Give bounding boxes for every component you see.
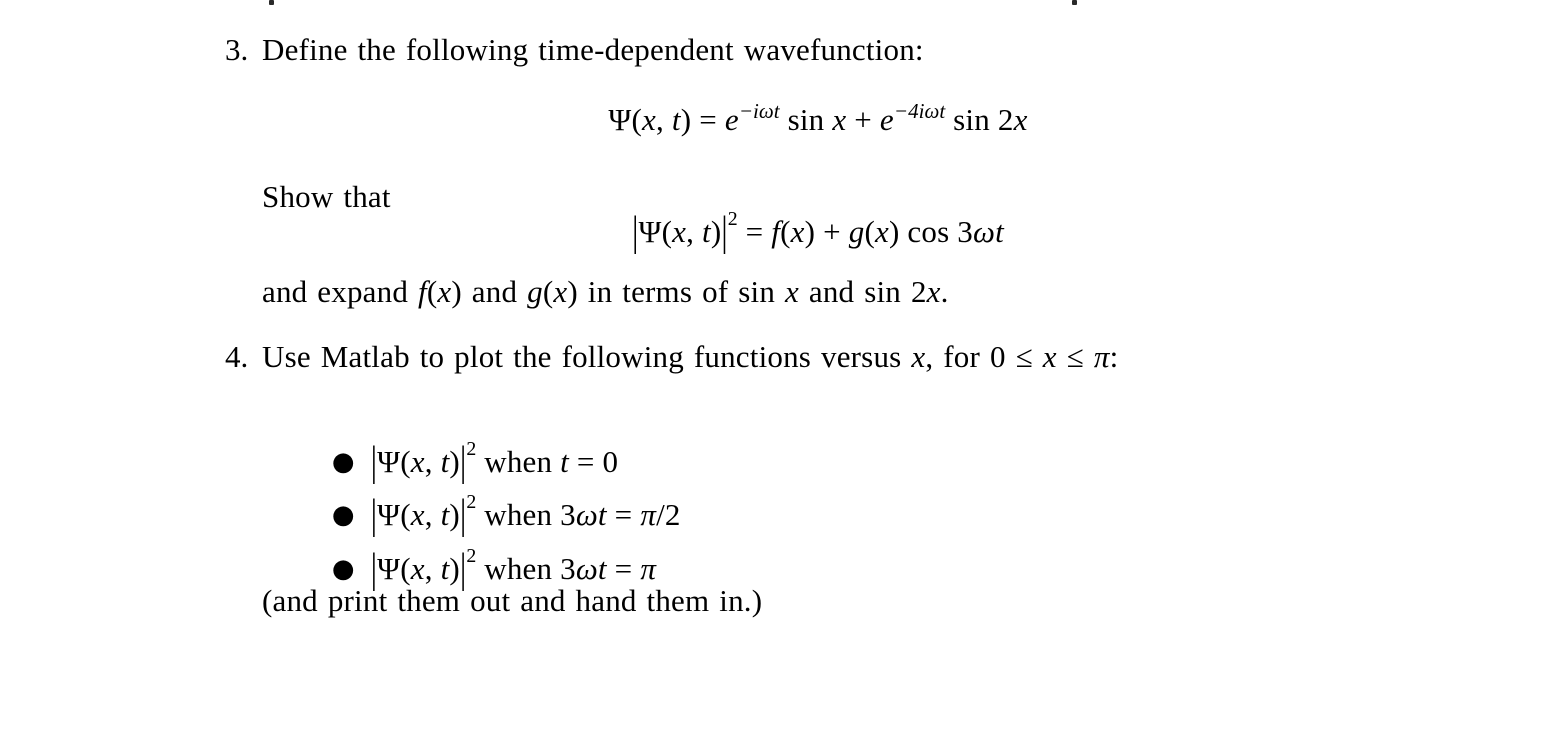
problem-3-intro: Define the following time-dependent wavefunction: bbox=[262, 32, 924, 67]
problem-3-number: 3. bbox=[225, 32, 249, 67]
bullet-expression: |Ψ(x, $t)|^2$ when 3ωt = π/2 bbox=[370, 489, 681, 538]
show-that-text: Show that bbox=[262, 179, 391, 214]
cropped-glyph-fragment bbox=[1072, 0, 1077, 5]
equation-wavefunction-definition: Ψ(x, $t) = e^{-i\omega t}$ $\sin x + e^{-4i\omega t}$ sin 2x bbox=[608, 99, 1028, 137]
equation-psi-squared: |Ψ(x, $t)|^2 = f(x) + g(x)$ cos 3ωt bbox=[632, 206, 1004, 255]
problem-4-number: 4. bbox=[225, 339, 249, 374]
bullet-icon: ● bbox=[331, 446, 355, 477]
print-note: (and print them out and hand them in.) bbox=[262, 583, 763, 618]
cropped-glyph-fragment bbox=[269, 0, 274, 5]
bullet-icon: ● bbox=[331, 499, 355, 530]
bullet-icon: ● bbox=[331, 553, 355, 584]
expand-instruction: and expand f(x) and g(x) in terms of sin x and sin 2x. bbox=[262, 274, 949, 309]
problem-4-intro: Use Matlab to plot the following functions versus x, for 0 ≤ x ≤ π: bbox=[262, 339, 1119, 374]
bullet-expression: |Ψ(x, $t)|^2$ when 3ωt = π bbox=[370, 543, 657, 592]
bullet-expression: |Ψ(x, $t)|^2$ when t = 0 bbox=[370, 436, 619, 485]
